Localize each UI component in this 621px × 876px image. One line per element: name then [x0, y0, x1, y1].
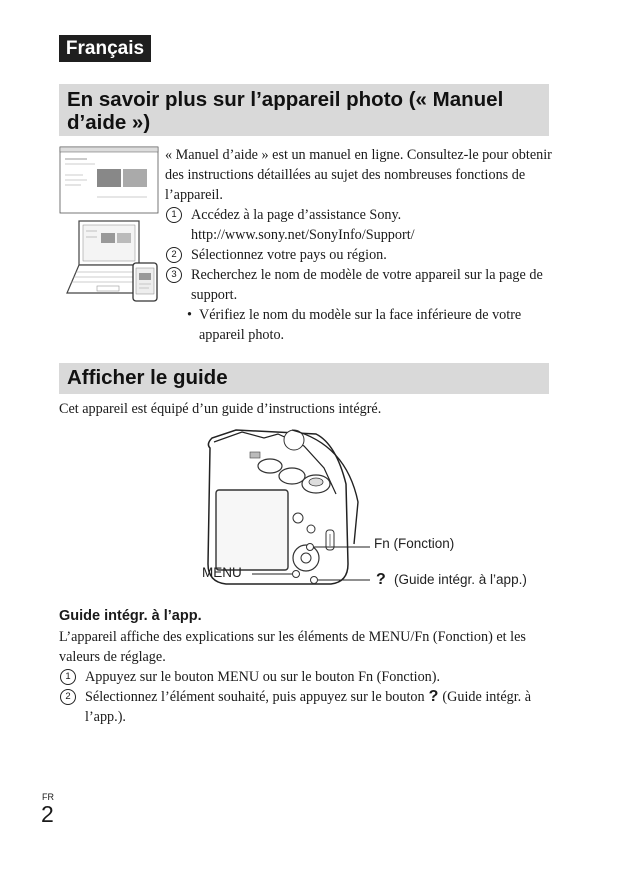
step-text: Recherchez le nom de modèle de votre appareil sur la page de support.: [191, 267, 543, 303]
note-text: Vérifiez le nom du modèle sur la face inférieure de votre appareil photo.: [199, 307, 522, 343]
step-2: [165, 245, 560, 265]
language-tag: Français: [59, 35, 151, 62]
step-text: Appuyez sur le bouton MENU ou sur le bouton Fn (Fonction).: [85, 669, 441, 685]
step-3: [165, 265, 560, 305]
step-1: [165, 205, 560, 245]
section-title-display-guide: Afficher le guide: [59, 363, 549, 394]
device-illustration: [57, 145, 162, 303]
step-number: 3: [166, 267, 182, 283]
step-number: 1: [166, 207, 182, 223]
help-button-callout: (Guide intégr. à l’app.): [394, 572, 527, 587]
in-camera-guide-text: [59, 627, 559, 727]
help-question-icon: ?: [376, 571, 386, 588]
section-title-help-guide: En savoir plus sur l’appareil photo (« Manuel d’aide »): [59, 84, 549, 136]
step-1: [59, 667, 559, 687]
model-name-note: • Vérifiez le nom du modèle sur la face inférieure de votre appareil photo.: [165, 305, 560, 345]
in-camera-guide-intro: L’appareil affiche des explications sur les éléments de MENU/Fn (Fonction) et les valeurs de réglage.: [59, 629, 526, 665]
help-guide-intro: « Manuel d’aide » est un manuel en ligne. Consultez-le pour obtenir des instructions détaillées au sujet des nombreuses fonctions de l’appareil.: [165, 147, 552, 203]
step-number: 1: [60, 669, 76, 685]
step-text: Sélectionnez votre pays ou région.: [191, 247, 387, 263]
step-number: 2: [166, 247, 182, 263]
page-number: 2: [41, 801, 54, 827]
built-in-guide-intro: Cet appareil est équipé d’un guide d’instructions intégré.: [59, 401, 382, 417]
help-question-icon: ?: [428, 688, 439, 705]
support-url-link[interactable]: http://www.sony.net/SonyInfo/Support/: [191, 227, 415, 243]
footer-language: FR: [42, 792, 54, 802]
menu-button-callout: MENU: [202, 565, 242, 580]
step-text-end: (Guide intégr. à l’app.).: [85, 689, 532, 725]
step-text: Sélectionnez l’élément souhaité, puis appuyez sur le bouton: [85, 689, 425, 705]
fn-button-callout: Fn (Fonction): [374, 536, 455, 551]
in-camera-guide-heading: Guide intégr. à l’app.: [59, 608, 202, 624]
step-2: [59, 687, 559, 727]
step-number: 2: [60, 689, 76, 705]
help-guide-instructions: [165, 145, 560, 345]
step-text: Accédez à la page d’assistance Sony.: [191, 207, 402, 223]
camera-diagram: [196, 424, 556, 602]
